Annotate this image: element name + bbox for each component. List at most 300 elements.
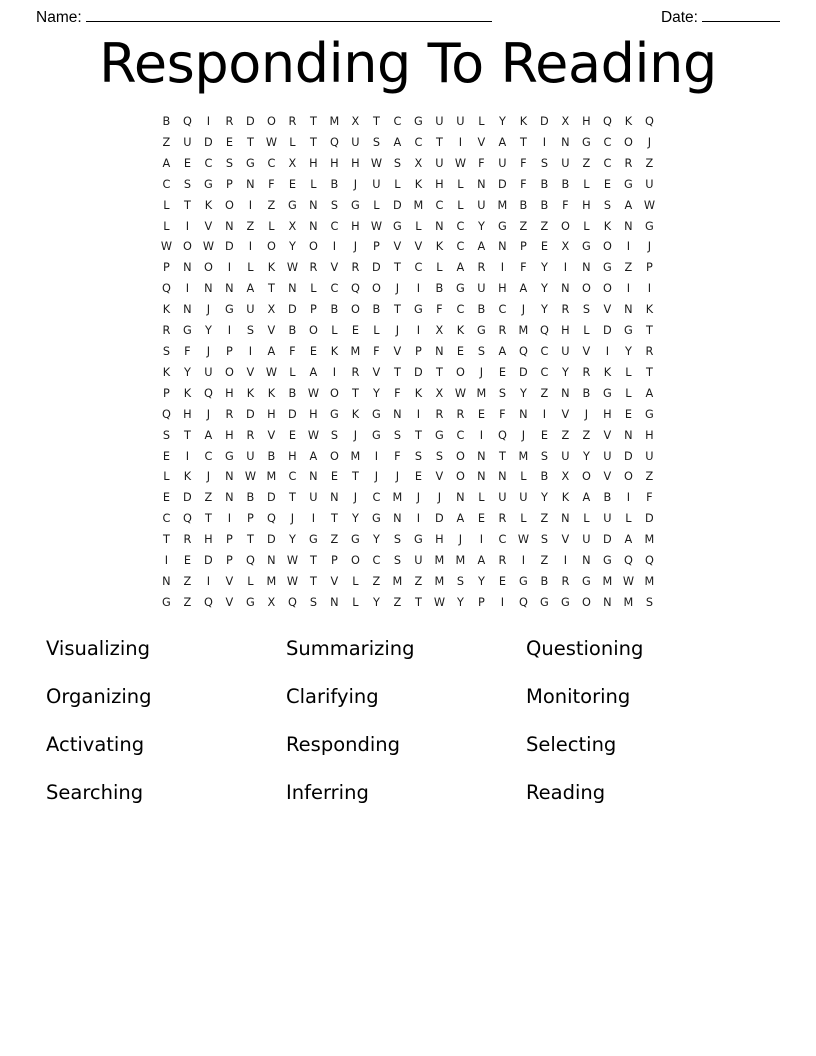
grid-letter-cell[interactable]: Z <box>645 470 654 484</box>
grid-letter-cell[interactable]: D <box>372 261 381 275</box>
grid-letter-cell[interactable]: H <box>645 428 654 442</box>
word-list-item[interactable]: Selecting <box>526 733 617 756</box>
grid-letter-cell[interactable]: W <box>454 156 467 170</box>
grid-letter-cell[interactable]: A <box>393 135 402 149</box>
grid-letter-cell[interactable]: F <box>436 303 443 317</box>
grid-letter-cell[interactable]: N <box>498 240 507 254</box>
grid-letter-cell[interactable]: I <box>416 407 421 421</box>
grid-letter-cell[interactable]: Z <box>393 595 402 609</box>
grid-letter-cell[interactable]: U <box>561 449 570 463</box>
grid-letter-cell[interactable]: G <box>624 177 633 191</box>
grid-letter-cell[interactable]: J <box>395 324 400 338</box>
grid-letter-cell[interactable]: G <box>645 407 654 421</box>
grid-letter-cell[interactable]: S <box>162 428 171 442</box>
grid-letter-cell[interactable]: L <box>247 261 254 275</box>
grid-letter-cell[interactable]: E <box>183 554 192 568</box>
grid-letter-cell[interactable]: C <box>372 491 381 505</box>
grid-letter-cell[interactable]: I <box>416 282 421 296</box>
grid-letter-cell[interactable]: M <box>518 449 529 463</box>
grid-letter-cell[interactable]: T <box>414 428 423 442</box>
grid-letter-cell[interactable]: N <box>225 491 234 505</box>
grid-letter-cell[interactable]: M <box>623 595 634 609</box>
grid-letter-cell[interactable]: K <box>519 115 528 128</box>
grid-letter-cell[interactable]: I <box>479 428 484 442</box>
grid-letter-cell[interactable]: W <box>433 595 446 609</box>
grid-letter-cell[interactable]: N <box>498 470 507 484</box>
grid-letter-cell[interactable]: A <box>582 491 591 505</box>
word-list-item[interactable]: Organizing <box>46 685 152 708</box>
grid-letter-cell[interactable]: D <box>624 449 633 463</box>
grid-letter-cell[interactable]: C <box>414 135 423 149</box>
grid-letter-cell[interactable]: I <box>311 512 316 526</box>
grid-letter-cell[interactable]: O <box>329 449 340 463</box>
grid-letter-cell[interactable]: E <box>540 240 549 254</box>
grid-letter-cell[interactable]: K <box>561 491 570 505</box>
grid-letter-cell[interactable]: J <box>479 365 484 379</box>
grid-letter-cell[interactable]: X <box>414 156 423 170</box>
grid-letter-cell[interactable]: M <box>497 198 508 212</box>
grid-letter-cell[interactable]: C <box>540 365 549 379</box>
grid-letter-cell[interactable]: Z <box>246 219 255 233</box>
grid-letter-cell[interactable]: M <box>602 574 613 588</box>
grid-letter-cell[interactable]: L <box>625 512 632 526</box>
grid-letter-cell[interactable]: T <box>246 135 255 149</box>
grid-letter-cell[interactable]: D <box>393 198 402 212</box>
grid-letter-cell[interactable]: Z <box>540 219 549 233</box>
grid-letter-cell[interactable]: N <box>246 177 255 191</box>
grid-letter-cell[interactable]: W <box>622 574 635 588</box>
grid-letter-cell[interactable]: H <box>267 407 276 421</box>
grid-letter-cell[interactable]: L <box>373 198 380 212</box>
grid-letter-cell[interactable]: T <box>309 554 318 568</box>
grid-letter-cell[interactable]: I <box>185 449 190 463</box>
grid-letter-cell[interactable]: D <box>603 533 612 547</box>
grid-letter-cell[interactable]: I <box>416 512 421 526</box>
grid-letter-cell[interactable]: L <box>520 470 527 484</box>
grid-letter-cell[interactable]: G <box>582 574 591 588</box>
grid-letter-cell[interactable]: U <box>477 198 486 212</box>
word-list-item[interactable]: Summarizing <box>286 637 415 660</box>
grid-letter-cell[interactable]: R <box>435 407 444 421</box>
grid-letter-cell[interactable]: B <box>372 303 381 317</box>
grid-letter-cell[interactable]: A <box>624 533 633 547</box>
grid-letter-cell[interactable]: L <box>583 177 590 191</box>
grid-letter-cell[interactable]: Y <box>183 365 192 379</box>
grid-letter-cell[interactable]: Y <box>540 303 549 317</box>
grid-letter-cell[interactable]: J <box>374 470 379 484</box>
grid-letter-cell[interactable]: N <box>582 261 591 275</box>
grid-letter-cell[interactable]: G <box>414 533 423 547</box>
grid-letter-cell[interactable]: R <box>498 324 507 338</box>
grid-letter-cell[interactable]: Y <box>288 533 297 547</box>
grid-letter-cell[interactable]: Q <box>203 595 214 609</box>
grid-letter-cell[interactable]: K <box>603 219 612 233</box>
grid-letter-cell[interactable]: J <box>353 177 358 191</box>
grid-letter-cell[interactable]: V <box>267 324 276 338</box>
grid-letter-cell[interactable]: N <box>561 282 570 296</box>
grid-letter-cell[interactable]: U <box>603 512 612 526</box>
grid-letter-cell[interactable]: N <box>603 595 612 609</box>
grid-letter-cell[interactable]: Z <box>582 156 591 170</box>
grid-letter-cell[interactable]: W <box>643 198 656 212</box>
grid-letter-cell[interactable]: B <box>603 491 612 505</box>
grid-letter-cell[interactable]: N <box>561 512 570 526</box>
grid-letter-cell[interactable]: P <box>519 240 527 254</box>
grid-letter-cell[interactable]: A <box>246 282 255 296</box>
grid-letter-cell[interactable]: H <box>498 282 507 296</box>
grid-letter-cell[interactable]: L <box>352 595 359 609</box>
grid-letter-cell[interactable]: R <box>246 428 255 442</box>
grid-letter-cell[interactable]: V <box>477 135 486 149</box>
grid-letter-cell[interactable]: J <box>206 407 211 421</box>
grid-letter-cell[interactable]: O <box>581 470 592 484</box>
grid-letter-cell[interactable]: M <box>350 344 361 358</box>
grid-letter-cell[interactable]: S <box>162 344 171 358</box>
grid-letter-cell[interactable]: S <box>456 574 465 588</box>
grid-letter-cell[interactable]: N <box>624 428 633 442</box>
grid-letter-cell[interactable]: L <box>394 177 401 191</box>
grid-letter-cell[interactable]: J <box>458 533 463 547</box>
grid-letter-cell[interactable]: Y <box>372 595 381 609</box>
grid-letter-cell[interactable]: N <box>330 491 339 505</box>
grid-letter-cell[interactable]: M <box>434 554 445 568</box>
grid-letter-cell[interactable]: I <box>185 282 190 296</box>
grid-letter-cell[interactable]: O <box>266 240 277 254</box>
grid-letter-cell[interactable]: W <box>265 135 278 149</box>
grid-letter-cell[interactable]: C <box>330 219 339 233</box>
grid-letter-cell[interactable]: G <box>435 428 444 442</box>
grid-letter-cell[interactable]: I <box>542 407 547 421</box>
grid-letter-cell[interactable]: T <box>498 449 507 463</box>
grid-letter-cell[interactable]: S <box>393 156 402 170</box>
grid-letter-cell[interactable]: G <box>351 198 360 212</box>
grid-letter-cell[interactable]: K <box>267 261 276 275</box>
grid-letter-cell[interactable]: R <box>309 261 318 275</box>
grid-letter-cell[interactable]: S <box>498 386 507 400</box>
grid-letter-cell[interactable]: V <box>372 365 381 379</box>
grid-letter-cell[interactable]: N <box>477 449 486 463</box>
grid-letter-cell[interactable]: B <box>540 177 549 191</box>
grid-letter-cell[interactable]: S <box>225 156 234 170</box>
grid-letter-cell[interactable]: G <box>624 324 633 338</box>
grid-letter-cell[interactable]: S <box>393 533 402 547</box>
grid-letter-cell[interactable]: D <box>246 115 255 128</box>
grid-letter-cell[interactable]: U <box>561 344 570 358</box>
grid-letter-cell[interactable]: X <box>267 303 276 317</box>
grid-letter-cell[interactable]: N <box>435 219 444 233</box>
grid-letter-cell[interactable]: Z <box>540 512 549 526</box>
grid-letter-cell[interactable]: S <box>372 135 381 149</box>
grid-letter-cell[interactable]: T <box>330 512 339 526</box>
grid-letter-cell[interactable]: F <box>520 177 527 191</box>
grid-letter-cell[interactable]: X <box>561 115 570 128</box>
grid-letter-cell[interactable]: S <box>477 344 486 358</box>
grid-letter-cell[interactable]: H <box>351 156 360 170</box>
grid-letter-cell[interactable]: E <box>183 156 192 170</box>
grid-letter-cell[interactable]: T <box>246 533 255 547</box>
grid-letter-cell[interactable]: T <box>645 324 654 338</box>
grid-letter-cell[interactable]: I <box>227 261 232 275</box>
grid-letter-cell[interactable]: Z <box>519 219 528 233</box>
grid-letter-cell[interactable]: N <box>519 407 528 421</box>
grid-letter-cell[interactable]: N <box>309 470 318 484</box>
grid-letter-cell[interactable]: Y <box>540 282 549 296</box>
grid-letter-cell[interactable]: J <box>206 470 211 484</box>
grid-letter-cell[interactable]: Q <box>539 324 550 338</box>
grid-letter-cell[interactable]: D <box>414 365 423 379</box>
grid-letter-cell[interactable]: H <box>561 324 570 338</box>
grid-letter-cell[interactable]: I <box>332 240 337 254</box>
grid-letter-cell[interactable]: N <box>309 198 318 212</box>
grid-letter-cell[interactable]: H <box>225 428 234 442</box>
grid-letter-cell[interactable]: I <box>479 533 484 547</box>
grid-letter-cell[interactable]: Q <box>623 554 634 568</box>
grid-letter-cell[interactable]: N <box>267 554 276 568</box>
grid-letter-cell[interactable]: N <box>288 282 297 296</box>
grid-letter-cell[interactable]: A <box>162 156 171 170</box>
grid-letter-cell[interactable]: F <box>646 491 653 505</box>
grid-letter-cell[interactable]: I <box>248 240 253 254</box>
grid-letter-cell[interactable]: Q <box>497 428 508 442</box>
grid-letter-cell[interactable]: L <box>331 324 338 338</box>
grid-letter-cell[interactable]: E <box>540 428 549 442</box>
grid-letter-cell[interactable]: G <box>372 512 381 526</box>
grid-letter-cell[interactable]: V <box>393 344 402 358</box>
grid-letter-cell[interactable]: W <box>160 240 173 254</box>
grid-letter-cell[interactable]: M <box>266 470 277 484</box>
grid-letter-cell[interactable]: P <box>225 554 233 568</box>
grid-letter-cell[interactable]: R <box>561 574 570 588</box>
grid-letter-cell[interactable]: P <box>309 303 317 317</box>
grid-letter-cell[interactable]: Z <box>267 198 276 212</box>
grid-letter-cell[interactable]: A <box>624 198 633 212</box>
grid-letter-cell[interactable]: M <box>413 198 424 212</box>
grid-letter-cell[interactable]: L <box>478 491 485 505</box>
grid-letter-cell[interactable]: G <box>225 449 234 463</box>
grid-letter-cell[interactable]: V <box>603 428 612 442</box>
grid-letter-cell[interactable]: N <box>330 595 339 609</box>
word-list-item[interactable]: Activating <box>46 733 145 756</box>
date-write-line[interactable] <box>702 8 780 22</box>
grid-letter-cell[interactable]: L <box>625 365 632 379</box>
grid-letter-cell[interactable]: S <box>393 428 402 442</box>
word-list-item[interactable]: Clarifying <box>286 685 379 708</box>
grid-letter-cell[interactable]: L <box>457 198 464 212</box>
grid-letter-cell[interactable]: R <box>498 512 507 526</box>
grid-letter-cell[interactable]: M <box>392 574 403 588</box>
grid-letter-cell[interactable]: W <box>370 156 383 170</box>
grid-letter-cell[interactable]: N <box>393 512 402 526</box>
grid-letter-cell[interactable]: R <box>351 261 360 275</box>
grid-letter-cell[interactable]: P <box>477 595 485 609</box>
grid-letter-cell[interactable]: I <box>206 115 211 128</box>
grid-letter-cell[interactable]: B <box>330 177 339 191</box>
grid-letter-cell[interactable]: B <box>477 303 486 317</box>
grid-letter-cell[interactable]: W <box>454 386 467 400</box>
grid-letter-cell[interactable]: N <box>477 177 486 191</box>
grid-letter-cell[interactable]: B <box>246 491 255 505</box>
grid-letter-cell[interactable]: D <box>204 554 213 568</box>
grid-letter-cell[interactable]: T <box>309 115 318 128</box>
grid-letter-cell[interactable]: W <box>286 261 299 275</box>
grid-letter-cell[interactable]: O <box>329 386 340 400</box>
grid-letter-cell[interactable]: Q <box>245 554 256 568</box>
grid-letter-cell[interactable]: V <box>225 574 234 588</box>
grid-letter-cell[interactable]: L <box>163 470 170 484</box>
grid-letter-cell[interactable]: X <box>435 386 444 400</box>
grid-letter-cell[interactable]: L <box>289 135 296 149</box>
grid-letter-cell[interactable]: O <box>560 219 571 233</box>
grid-letter-cell[interactable]: G <box>456 282 465 296</box>
grid-letter-cell[interactable]: F <box>562 198 569 212</box>
grid-letter-cell[interactable]: O <box>602 240 613 254</box>
grid-letter-cell[interactable]: K <box>645 303 654 317</box>
grid-letter-cell[interactable]: O <box>350 303 361 317</box>
grid-letter-cell[interactable]: G <box>582 135 591 149</box>
grid-letter-cell[interactable]: E <box>624 407 633 421</box>
grid-letter-cell[interactable]: C <box>498 533 507 547</box>
grid-letter-cell[interactable]: R <box>351 365 360 379</box>
grid-letter-cell[interactable]: J <box>290 512 295 526</box>
grid-letter-cell[interactable]: Q <box>602 115 613 128</box>
grid-letter-cell[interactable]: V <box>393 240 402 254</box>
grid-letter-cell[interactable]: N <box>393 407 402 421</box>
grid-letter-cell[interactable]: D <box>540 115 549 128</box>
grid-letter-cell[interactable]: Z <box>330 533 339 547</box>
grid-letter-cell[interactable]: Z <box>624 261 633 275</box>
grid-letter-cell[interactable]: I <box>248 344 253 358</box>
grid-letter-cell[interactable]: G <box>498 219 507 233</box>
grid-letter-cell[interactable]: Z <box>183 574 192 588</box>
grid-letter-cell[interactable]: K <box>330 344 339 358</box>
grid-letter-cell[interactable]: Q <box>203 386 214 400</box>
grid-letter-cell[interactable]: E <box>477 407 486 421</box>
grid-letter-cell[interactable]: J <box>437 491 442 505</box>
grid-letter-cell[interactable]: N <box>309 219 318 233</box>
grid-letter-cell[interactable]: G <box>351 533 360 547</box>
grid-letter-cell[interactable]: V <box>267 428 276 442</box>
grid-letter-cell[interactable]: D <box>435 512 444 526</box>
grid-letter-cell[interactable]: I <box>185 219 190 233</box>
grid-letter-cell[interactable]: L <box>520 512 527 526</box>
grid-letter-cell[interactable]: O <box>623 135 634 149</box>
grid-letter-cell[interactable]: N <box>225 282 234 296</box>
grid-letter-cell[interactable]: L <box>583 219 590 233</box>
grid-letter-cell[interactable]: P <box>645 261 653 275</box>
grid-letter-cell[interactable]: Y <box>288 240 297 254</box>
grid-letter-cell[interactable]: A <box>456 261 465 275</box>
grid-letter-cell[interactable]: F <box>289 344 296 358</box>
grid-letter-cell[interactable]: R <box>561 303 570 317</box>
grid-letter-cell[interactable]: P <box>162 261 170 275</box>
grid-letter-cell[interactable]: C <box>288 470 297 484</box>
grid-letter-cell[interactable]: Y <box>477 219 486 233</box>
grid-letter-cell[interactable]: N <box>477 470 486 484</box>
grid-letter-cell[interactable]: F <box>268 177 275 191</box>
grid-letter-cell[interactable]: H <box>309 407 318 421</box>
grid-letter-cell[interactable]: G <box>288 198 297 212</box>
grid-letter-cell[interactable]: I <box>206 574 211 588</box>
grid-letter-cell[interactable]: M <box>455 554 466 568</box>
grid-letter-cell[interactable]: I <box>164 554 169 568</box>
grid-letter-cell[interactable]: C <box>204 156 213 170</box>
grid-letter-cell[interactable]: H <box>309 156 318 170</box>
grid-letter-cell[interactable]: R <box>477 261 486 275</box>
grid-letter-cell[interactable]: D <box>645 512 654 526</box>
grid-letter-cell[interactable]: R <box>162 324 171 338</box>
grid-letter-cell[interactable]: L <box>583 324 590 338</box>
grid-letter-cell[interactable]: R <box>225 407 234 421</box>
grid-letter-cell[interactable]: A <box>204 428 213 442</box>
grid-letter-cell[interactable]: J <box>521 428 526 442</box>
grid-letter-cell[interactable]: U <box>519 491 528 505</box>
grid-letter-cell[interactable]: O <box>602 282 613 296</box>
grid-letter-cell[interactable]: S <box>330 428 339 442</box>
grid-letter-cell[interactable]: G <box>414 115 423 128</box>
grid-letter-cell[interactable]: G <box>246 156 255 170</box>
grid-letter-cell[interactable]: Z <box>372 574 381 588</box>
grid-letter-cell[interactable]: P <box>246 512 254 526</box>
grid-letter-cell[interactable]: G <box>603 554 612 568</box>
grid-letter-cell[interactable]: N <box>183 261 192 275</box>
grid-letter-cell[interactable]: S <box>603 198 612 212</box>
grid-letter-cell[interactable]: Z <box>561 428 570 442</box>
grid-letter-cell[interactable]: O <box>224 365 235 379</box>
grid-letter-cell[interactable]: N <box>225 219 234 233</box>
grid-letter-cell[interactable]: R <box>498 554 507 568</box>
grid-letter-cell[interactable]: T <box>288 491 297 505</box>
grid-letter-cell[interactable]: X <box>267 595 276 609</box>
grid-letter-cell[interactable]: C <box>498 303 507 317</box>
grid-letter-cell[interactable]: H <box>435 177 444 191</box>
grid-letter-cell[interactable]: Z <box>540 386 549 400</box>
grid-letter-cell[interactable]: K <box>162 303 171 317</box>
grid-letter-cell[interactable]: O <box>455 365 466 379</box>
grid-letter-cell[interactable]: R <box>582 365 591 379</box>
grid-letter-cell[interactable]: V <box>582 344 591 358</box>
grid-letter-cell[interactable]: S <box>645 595 654 609</box>
grid-letter-cell[interactable]: J <box>206 303 211 317</box>
word-list-item[interactable]: Reading <box>526 781 606 804</box>
grid-letter-cell[interactable]: Q <box>329 135 340 149</box>
grid-letter-cell[interactable]: B <box>540 574 549 588</box>
grid-letter-cell[interactable]: B <box>582 386 591 400</box>
grid-letter-cell[interactable]: K <box>267 386 276 400</box>
grid-letter-cell[interactable]: K <box>183 470 192 484</box>
grid-letter-cell[interactable]: C <box>162 177 171 191</box>
grid-letter-cell[interactable]: M <box>518 324 529 338</box>
grid-letter-cell[interactable]: D <box>267 533 276 547</box>
grid-letter-cell[interactable]: L <box>352 574 359 588</box>
grid-letter-cell[interactable]: I <box>227 512 232 526</box>
grid-letter-cell[interactable]: G <box>414 303 423 317</box>
grid-letter-cell[interactable]: O <box>455 449 466 463</box>
grid-letter-cell[interactable]: E <box>351 324 360 338</box>
grid-letter-cell[interactable]: O <box>308 324 319 338</box>
grid-letter-cell[interactable]: B <box>330 303 339 317</box>
grid-letter-cell[interactable]: G <box>603 386 612 400</box>
grid-letter-cell[interactable]: K <box>204 198 213 212</box>
grid-letter-cell[interactable]: V <box>225 595 234 609</box>
grid-letter-cell[interactable]: E <box>456 344 465 358</box>
grid-letter-cell[interactable]: Y <box>456 595 465 609</box>
grid-letter-cell[interactable]: Y <box>498 115 507 128</box>
grid-letter-cell[interactable]: G <box>372 428 381 442</box>
word-list-item[interactable]: Visualizing <box>46 637 151 660</box>
grid-letter-cell[interactable]: R <box>624 156 633 170</box>
grid-letter-cell[interactable]: I <box>542 135 547 149</box>
grid-letter-cell[interactable]: T <box>183 198 192 212</box>
